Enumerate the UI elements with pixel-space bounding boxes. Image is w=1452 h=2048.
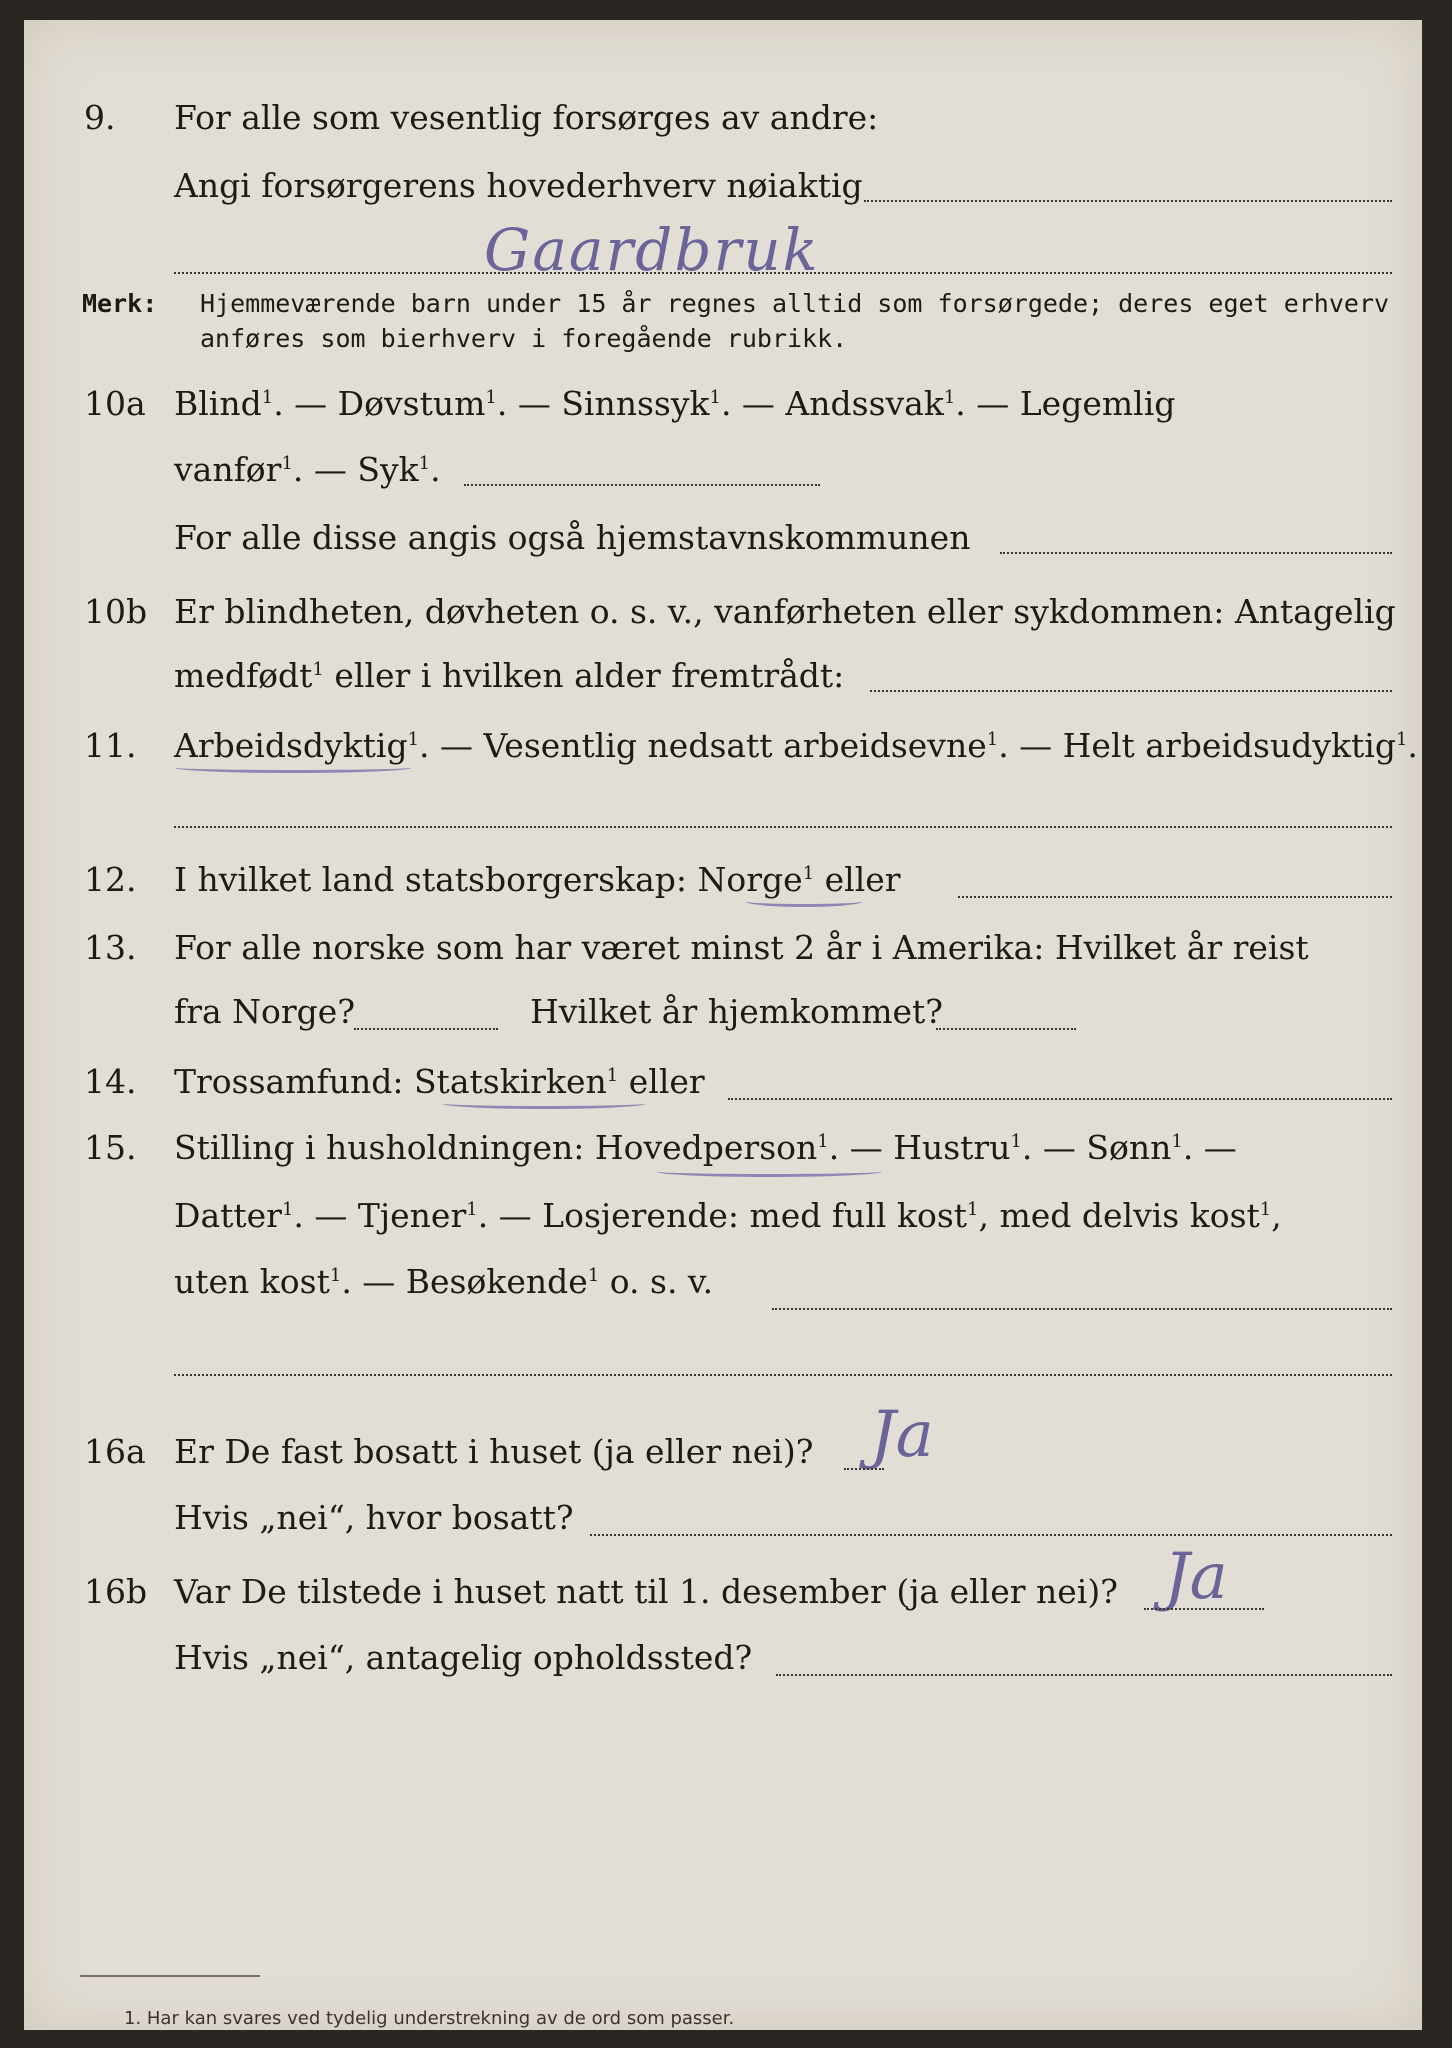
footnote: 1. Har kan svares ved tydelig understrekning av de ord som passer. — [124, 2008, 735, 2029]
answer-line — [728, 1098, 1392, 1100]
answer-line — [870, 690, 1392, 692]
answer-line — [354, 1028, 498, 1030]
question-number: 16b — [84, 1572, 148, 1611]
census-form-page — [24, 20, 1422, 2030]
question-number: 12. — [84, 860, 137, 899]
question-text: Er De fast bosatt i huset (ja eller nei)? — [174, 1432, 814, 1471]
handwritten-underline-statskirken — [442, 1098, 646, 1109]
note-label: Merk: — [82, 289, 158, 318]
answer-line — [844, 1468, 884, 1470]
answer-line — [174, 1374, 1392, 1376]
question-number: 11. — [84, 726, 137, 765]
question-text: Datter$^1$. — Tjener$^1$. — Losjerende: med full kost$^1$, med delvis kost$^1$, — [174, 1196, 1282, 1235]
question-number: 10a — [84, 384, 146, 423]
question-number: 9. — [84, 98, 116, 137]
answer-line — [464, 484, 820, 486]
question-text: For alle norske som har været minst 2 år i Amerika: Hvilket år reist — [174, 928, 1309, 967]
handwritten-answer-occupation: Gaardbruk — [484, 216, 820, 284]
answer-line — [772, 1308, 1392, 1310]
note-text: anføres som bierhverv i foregående rubrikk. — [200, 324, 848, 353]
question-text: For alle som vesentlig forsørges av andre: — [174, 98, 879, 137]
question-text: Trossamfund: Statskirken$^1$ eller — [174, 1062, 705, 1101]
handwritten-answer-ja: Ja — [1164, 1540, 1228, 1614]
question-text: For alle disse angis også hjemstavnskommunen — [174, 518, 971, 557]
footnote-rule — [80, 1975, 260, 1977]
question-number: 10b — [84, 592, 148, 631]
question-text: Blind$^1$. — Døvstum$^1$. — Sinnssyk$^1$. — Andssvak$^1$. — Legemlig — [174, 384, 1176, 423]
handwritten-underline-hovedperson — [656, 1166, 882, 1177]
question-text: fra Norge? — [174, 992, 356, 1031]
question-number: 13. — [84, 928, 137, 967]
answer-line — [174, 826, 1392, 828]
question-text: Hvis „nei“, hvor bosatt? — [174, 1498, 574, 1537]
question-number: 14. — [84, 1062, 137, 1101]
question-text: Var De tilstede i huset natt til 1. desember (ja eller nei)? — [174, 1572, 1118, 1611]
answer-line — [1144, 1608, 1264, 1610]
question-text: Er blindheten, døvheten o. s. v., vanførheten eller sykdommen: Antagelig — [174, 592, 1396, 631]
question-text: Hvis „nei“, antagelig opholdssted? — [174, 1638, 753, 1677]
question-text: medfødt$^1$ eller i hvilken alder fremtrådt: — [174, 656, 845, 695]
handwritten-answer-ja: Ja — [870, 1398, 934, 1472]
answer-line — [1000, 552, 1392, 554]
handwritten-underline-arbeidsdyktig — [174, 762, 412, 773]
question-text: I hvilket land statsborgerskap: Norge$^1$ eller — [174, 860, 901, 899]
question-text: uten kost$^1$. — Besøkende$^1$ o. s. v. — [174, 1262, 714, 1301]
question-number: 15. — [84, 1128, 137, 1167]
question-text: Hvilket år hjemkommet? — [530, 992, 943, 1031]
question-number: 16a — [84, 1432, 146, 1471]
answer-line — [590, 1534, 1392, 1536]
question-text: Angi forsørgerens hovederhverv nøiaktig — [174, 166, 863, 205]
question-text: Arbeidsdyktig$^1$. — Vesentlig nedsatt arbeidsevne$^1$. — Helt arbeidsudyktig$^1$. — [174, 726, 1418, 765]
answer-line — [958, 896, 1392, 898]
answer-line — [936, 1028, 1076, 1030]
question-text: Stilling i husholdningen: Hovedperson$^1$. — Hustru$^1$. — Sønn$^1$. — — [174, 1128, 1237, 1167]
answer-line — [864, 200, 1392, 202]
note-text: Hjemmeværende barn under 15 år regnes alltid som forsørgede; deres eget erhverv — [200, 289, 1390, 318]
answer-line — [174, 272, 1392, 274]
answer-line — [776, 1674, 1392, 1676]
handwritten-underline-norge — [746, 896, 862, 907]
question-text: vanfør$^1$. — Syk$^1$. — [174, 450, 441, 489]
